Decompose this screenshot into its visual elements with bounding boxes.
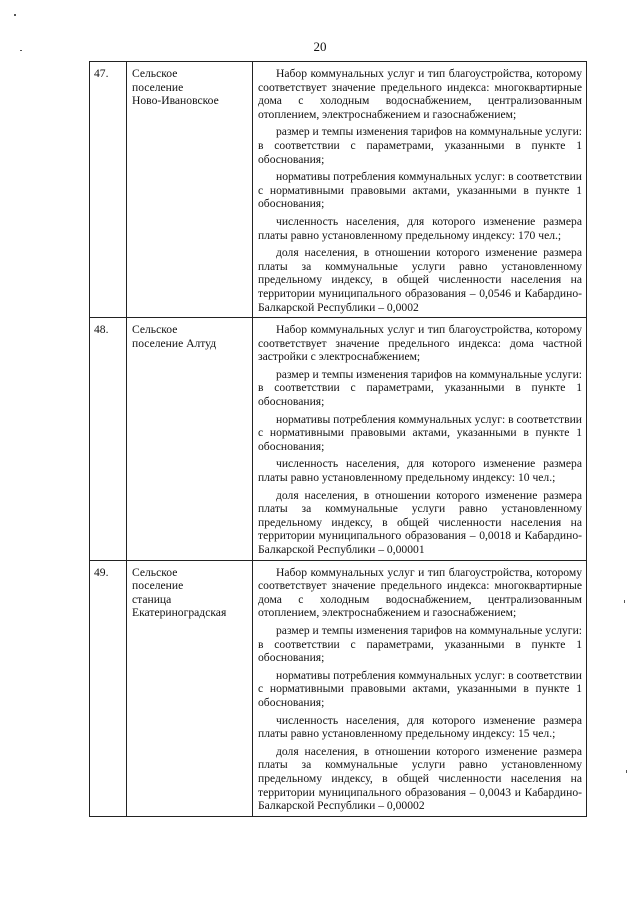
settlement-name [127,318,253,561]
settlement-name-line: Екатериноградская [132,606,227,620]
description-paragraph: Набор коммунальных услуг и тип благоустройства, которому соответствует значение предельного индекса: многоквартирные дома с холодным водоснабжением, централизованным отоплением, электроснабжением и газоснабжением; [258,67,582,121]
description-paragraph: численность населения, для которого изменение размера платы равно установленному предельному индексу: 15 чел.; [258,713,582,741]
settlement-name-line: поселение Алтуд [132,336,217,350]
description-paragraph: Набор коммунальных услуг и тип благоустройства, которому соответствует значение предельного индекса: многоквартирные дома с холодным водоснабжением, централизованным отоплением, электроснабжением и газоснабжением; [258,565,582,620]
description-paragraph: доля населения, в отношении которого изменение размера платы за коммунальные услуги равно установленному предельному индексу, в общей численности населения на территории муниципального образования – 0,0546 и Кабардино-Балкарской Республики – 0,0002 [258,246,582,314]
document-table [89,61,587,817]
settlement-name-line: станица [132,592,172,606]
description-paragraph: Набор коммунальных услуг и тип благоустройства, которому соответствует значение предельного индекса: дома частной застройки с электроснабжением; [258,323,582,364]
settlement-name-line: поселение [132,80,184,94]
description-paragraph: размер и темпы изменения тарифов на коммунальные услуги: в соответствии с параметрами, указанными в пункте 1 обоснования; [258,623,582,665]
description-cell [253,318,587,561]
settlement-name [127,560,253,816]
scan-speck [626,770,627,773]
table-row [90,62,587,318]
description-paragraph: доля населения, в отношении которого изменение размера платы за коммунальные услуги равно установленному предельному индексу, в общей численности населения на территории муниципального образования – 0,0043 и Кабардино-Балкарской Республики – 0,00002 [258,744,582,813]
table-row [90,318,587,561]
settlement-name [127,62,253,318]
scan-speck [14,14,16,16]
description-paragraph: размер и темпы изменения тарифов на коммунальные услуги: в соответствии с параметрами, указанными в пункте 1 обоснования; [258,367,582,409]
description-paragraph: размер и темпы изменения тарифов на коммунальные услуги: в соответствии с параметрами, указанными в пункте 1 обоснования; [258,125,582,166]
description-paragraph: численность населения, для которого изменение размера платы равно установленному предельному индексу: 10 чел.; [258,457,582,485]
description-paragraph: численность населения, для которого изменение размера платы равно установленному предельному индексу: 170 чел.; [258,214,582,242]
table-row [90,560,587,816]
row-number: 49. [90,560,127,816]
settlement-name-line: Ново-Ивановское [132,94,219,108]
page-number: 20 [313,39,327,54]
settlement-name-line: Сельское [132,67,178,80]
scan-speck [20,50,22,51]
row-number: 48. [90,318,127,561]
settlement-name-line: Сельское [132,323,178,337]
description-paragraph: нормативы потребления коммунальных услуг: в соответствии с нормативными правовыми актами, указанными в пункте 1 обоснования; [258,170,582,211]
scan-speck [624,600,625,603]
description-cell [253,560,587,816]
description-paragraph: нормативы потребления коммунальных услуг: в соответствии с нормативными правовыми актами, указанными в пункте 1 обоснования; [258,412,582,453]
row-number: 47. [90,62,127,318]
settlement-name-line: поселение [132,579,184,593]
description-cell [253,62,587,318]
settlement-name-line: Сельское [132,565,178,579]
description-paragraph: нормативы потребления коммунальных услуг: в соответствии с нормативными правовыми актами, указанными в пункте 1 обоснования; [258,668,582,709]
description-paragraph: доля населения, в отношении которого изменение размера платы за коммунальные услуги равно установленному предельному индексу, в общей численности населения на территории муниципального образования – 0,0018 и Кабардино-Балкарской Республики – 0,00001 [258,488,582,556]
